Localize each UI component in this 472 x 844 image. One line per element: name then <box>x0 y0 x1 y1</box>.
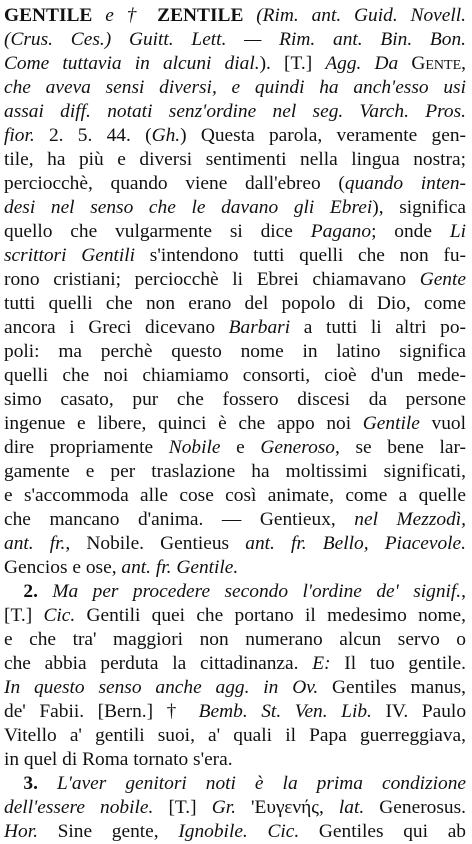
text-run: ant. fr. Gentile. <box>121 557 239 578</box>
text-run: Hor. <box>4 821 38 842</box>
text-line <box>4 556 466 580</box>
text-run: IV. Paulo <box>371 701 467 722</box>
text-run: [T.] <box>4 605 44 626</box>
text-run: ingenue e libere, quinci è che appo noi <box>4 413 363 434</box>
text-line <box>4 652 466 676</box>
text-line <box>4 484 466 508</box>
text-run: che aveva sensi diversi, e quindi ha anch'esso usi <box>4 77 466 98</box>
text-run: ZENTILE <box>157 5 244 26</box>
dictionary-entry-gentile <box>4 4 466 844</box>
text-run: simo casato, pur che fossero discesi da persone <box>4 389 466 410</box>
text-run: Ignobile. Cic. <box>178 821 300 842</box>
text-line <box>4 292 466 316</box>
text-run: Nobile <box>168 437 221 458</box>
text-line <box>4 580 466 604</box>
text-run: de' Fabii. [Bern.] † <box>4 701 199 722</box>
text-run: [T.] <box>153 797 212 818</box>
text-line <box>4 700 466 724</box>
text-run: ) Questa parola, veramente gen- <box>180 125 466 146</box>
text-run: ant. fr. <box>4 533 66 554</box>
text-line <box>4 724 466 748</box>
text-line <box>4 796 466 820</box>
text-line <box>4 28 466 52</box>
text-line <box>4 244 466 268</box>
text-run: Gentiles manus, <box>318 677 466 698</box>
text-line <box>4 364 466 388</box>
text-line <box>4 460 466 484</box>
text-run: dire propriamente <box>4 437 169 458</box>
text-line <box>4 820 466 844</box>
text-run: e <box>220 437 261 458</box>
text-run: quello che vulgarmente si dice <box>4 221 311 242</box>
text-run: desi nel senso che le davano gli Ebrei <box>4 197 373 218</box>
text-run: 2. <box>4 581 53 602</box>
text-run: ant. fr. Bello, Piacevole. <box>245 533 466 554</box>
text-run: ancora i Greci dicevano <box>4 317 229 338</box>
text-line <box>4 124 466 148</box>
text-run: E: <box>312 653 331 674</box>
text-run: e s'accommoda alle cose così animate, come a quelle <box>4 485 466 506</box>
text-run: Pagano <box>310 221 372 242</box>
text-run: quelli che noi chiamiamo consorti, cioè d'un mede- <box>4 365 466 386</box>
text-run: Li <box>449 221 466 242</box>
text-run: Generosus. <box>364 797 466 818</box>
text-run: (Crus. Ces.) <box>4 29 112 50</box>
text-line <box>4 388 466 412</box>
text-run: rono cristiani; perciocchè li Ebrei chiamavano <box>4 269 420 290</box>
text-run: quando inten- <box>344 173 466 194</box>
text-run: lat. <box>338 797 365 818</box>
text-run: poli: ma perchè questo nome in latino significa <box>4 341 466 362</box>
text-run: , <box>461 53 466 74</box>
text-run: ; onde <box>371 221 450 242</box>
text-run: Gh. <box>151 125 181 146</box>
text-run: 'Ευγενής, <box>235 797 339 818</box>
text-run: Bemb. St. Ven. Lib. <box>198 701 372 722</box>
text-run: Generoso <box>260 437 336 458</box>
text-run: Guitt. Lett. — Rim. ant. Bin. Bon. <box>111 29 467 50</box>
text-run: dell'essere nobile. <box>4 797 154 818</box>
text-run: Gentiles qui ab <box>299 821 466 842</box>
text-run: , se bene lar- <box>335 437 466 458</box>
text-line <box>4 172 466 196</box>
text-line <box>4 52 466 76</box>
text-run: che mancano d'anima. — Gentieux, <box>4 509 355 530</box>
text-run: s'intendono tutti quelli che non fu- <box>135 245 467 266</box>
text-run: perciocchè, quando viene dall'ebreo ( <box>4 173 345 194</box>
text-run: GENTILE <box>4 5 93 26</box>
text-run: , <box>461 581 466 602</box>
text-run: Gentili quei che portano il medesimo nome, <box>75 605 467 626</box>
text-run: Ma per procedere secondo l'ordine de' signif. <box>52 581 462 602</box>
text-run: scrittori Gentili <box>4 245 136 266</box>
text-run: assai diff. notati senz'ordine nel seg. Varch. Pros. <box>4 101 466 122</box>
text-run: nel Mezzodì, <box>354 509 466 530</box>
text-run: e che tra' maggiori non numerano alcun servo o <box>4 629 466 650</box>
text-run: Gente <box>419 269 466 290</box>
text-line <box>4 412 466 436</box>
text-line <box>4 628 466 652</box>
text-run: Agg. Da <box>325 53 412 74</box>
text-run: ), significa <box>372 197 467 218</box>
text-line <box>4 772 466 796</box>
text-run: 2. 5. 44. ( <box>34 125 152 146</box>
text-run: fior. <box>4 125 35 146</box>
text-line <box>4 676 466 700</box>
text-line <box>4 508 466 532</box>
text-run: Gentile <box>362 413 420 434</box>
text-run: Cic. <box>43 605 76 626</box>
text-line <box>4 748 466 772</box>
text-run: 3. <box>4 773 57 794</box>
text-run: Gencios e ose, <box>4 557 122 578</box>
text-run: In questo senso anche agg. in Ov. <box>4 677 319 698</box>
text-run: tile, ha più e diversi sentimenti nella lingua nostra; <box>4 149 466 170</box>
text-line <box>4 316 466 340</box>
text-line <box>4 148 466 172</box>
text-line <box>4 532 466 556</box>
text-run: e † <box>92 5 158 26</box>
text-run: Come tuttavia in alcuni dial. <box>4 53 260 74</box>
text-run: Sine gente, <box>37 821 179 842</box>
text-run: Vitello a' gentili suoi, a' quali il Papa guerreggiava, <box>4 725 466 746</box>
text-run: che abbia perduta la cittadinanza. <box>4 653 313 674</box>
text-line <box>4 340 466 364</box>
text-run: gamente e per traslazione ha moltissimi significati, <box>4 461 466 482</box>
text-run: L'aver genitori noti è la prima condizione <box>56 773 466 794</box>
text-run: (Rim. ant. Guid. Novell. <box>243 5 466 26</box>
text-line <box>4 220 466 244</box>
text-run: Gr. <box>211 797 236 818</box>
text-line <box>4 604 466 628</box>
text-line <box>4 196 466 220</box>
text-run: , Nobile. Gentieus <box>65 533 246 554</box>
text-run: Gente <box>411 53 462 74</box>
text-line <box>4 4 466 28</box>
text-run: vuol <box>419 413 466 434</box>
text-run: a tutti li altri po- <box>290 317 466 338</box>
text-run: ). [T.] <box>259 53 326 74</box>
text-run: Barbari <box>228 317 291 338</box>
text-line <box>4 268 466 292</box>
text-run: tutti quelli che non erano del popolo di Dio, come <box>4 293 466 314</box>
text-run: Il tuo gentile. <box>330 653 466 674</box>
text-run: in quel di Roma tornato s'era. <box>4 749 233 770</box>
text-line <box>4 100 466 124</box>
text-line <box>4 436 466 460</box>
text-line <box>4 76 466 100</box>
